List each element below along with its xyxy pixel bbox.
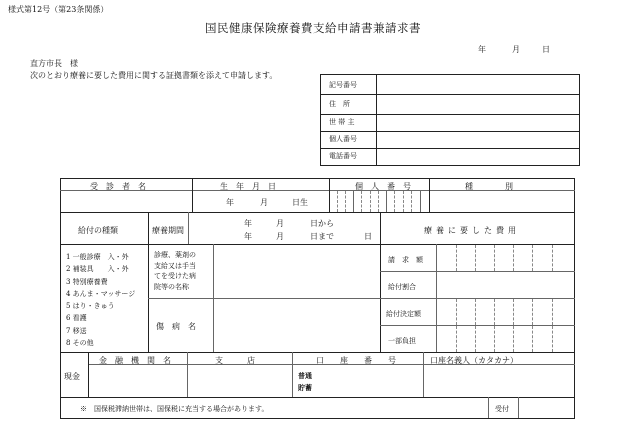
address-label: 住 所	[329, 100, 350, 108]
account-number-header: 口 座 番 号	[316, 356, 396, 365]
disease-field[interactable]	[215, 300, 378, 350]
account-holder-field[interactable]	[425, 366, 572, 396]
disease-label: 傷 病 名	[156, 322, 196, 331]
provider-label-line: 診療、薬剤の	[154, 251, 196, 259]
benefit-type-item[interactable]: 8 その他	[66, 339, 94, 348]
bank-name-field[interactable]	[90, 366, 185, 396]
bank-institution-header: 金 融 機 関 名	[99, 356, 171, 365]
benefit-type-item[interactable]: 6 看護	[66, 314, 87, 323]
provider-label-line: 支給又は手当	[154, 261, 196, 270]
category-field[interactable]	[431, 192, 572, 211]
period-to-month: 月	[276, 232, 284, 241]
birth-year-label: 年	[226, 198, 234, 207]
benefit-type-item[interactable]: 7 移送	[66, 326, 87, 335]
birth-day-label: 日生	[292, 198, 308, 207]
decided-amount-label: 給付決定額	[386, 310, 421, 318]
copay-label: 一部負担	[388, 337, 416, 345]
form-title: 国民健康保険療養費支給申請書兼請求書	[205, 21, 421, 35]
period-to-year: 年	[244, 232, 252, 241]
intro-text: 次のとおり療養に要した費用に関する証拠書類を添えて申請します。	[30, 71, 278, 80]
benefit-type-item[interactable]: 3 特別療養費	[66, 277, 108, 286]
benefit-type-item[interactable]: 5 はり・きゅう	[66, 302, 115, 311]
account-holder-header: 口座名義人（カタカナ）	[430, 356, 518, 365]
birth-month-label: 月	[260, 198, 268, 207]
provider-label-line: てを受けた病	[154, 272, 196, 280]
cost-header: 療養に要した費用	[424, 226, 520, 235]
category-header: 種 別	[465, 182, 513, 191]
provider-label	[154, 250, 196, 292]
benefit-ratio-label: 給付割合	[388, 283, 416, 291]
period-from-month: 月	[276, 219, 284, 228]
date-year-label: 年	[478, 45, 486, 54]
footnote: ※ 国保税滞納世帯は、国保税に充当する場合があります。	[80, 405, 269, 413]
claim-amount-label: 請 求 額	[388, 256, 423, 264]
householder-field[interactable]	[378, 116, 577, 129]
date-month-label: 月	[512, 45, 520, 54]
patient-personal-number-header: 個 人 番 号	[355, 182, 411, 191]
period-from-year: 年	[244, 219, 252, 228]
ordinary-account-option[interactable]: 普通	[298, 371, 312, 380]
benefit-type-item[interactable]: 2 補装具 入・外	[66, 265, 129, 274]
symbol-number-field[interactable]	[378, 76, 577, 92]
bank-branch-field[interactable]	[189, 366, 290, 396]
benefit-ratio-field[interactable]	[438, 273, 572, 297]
benefit-type-item[interactable]: 4 あんま・マッサージ	[66, 289, 136, 298]
provider-name-field[interactable]	[215, 246, 378, 296]
period-label: 療養期間	[152, 226, 184, 235]
period-to-day: 日まで	[310, 232, 334, 241]
address-field[interactable]	[378, 96, 577, 112]
applicant-personal-number-field[interactable]	[378, 133, 577, 146]
benefit-type-list	[66, 251, 135, 349]
received-label: 受付	[495, 405, 509, 413]
patient-name-field[interactable]	[62, 192, 190, 211]
account-number-field[interactable]	[320, 366, 421, 396]
phone-label: 電話番号	[329, 152, 357, 160]
symbol-number-label: 記号番号	[329, 81, 357, 89]
period-days-label: 日	[364, 232, 372, 241]
savings-account-option[interactable]: 貯蓄	[298, 383, 312, 392]
form-number: 様式第12号（第23条関係）	[8, 5, 109, 14]
period-from-day: 日から	[310, 219, 334, 228]
addressee: 直方市長 様	[30, 59, 78, 68]
provider-label-line: 院等の名称	[154, 282, 189, 291]
householder-label: 世 帯 主	[329, 118, 355, 126]
date-day-label: 日	[542, 45, 550, 54]
received-stamp-field[interactable]	[520, 399, 572, 416]
bank-branch-header: 支 店	[215, 356, 255, 365]
patient-name-header: 受 診 者 名	[90, 182, 146, 191]
cash-label: 現金	[64, 372, 80, 381]
personal-number-label: 個人番号	[329, 135, 357, 143]
benefit-type-item[interactable]: 1 一般診療 入・外	[66, 253, 129, 261]
benefit-type-header: 給付の種類	[78, 226, 118, 235]
birth-header: 生 年 月 日	[220, 182, 276, 191]
phone-field[interactable]	[378, 150, 577, 163]
